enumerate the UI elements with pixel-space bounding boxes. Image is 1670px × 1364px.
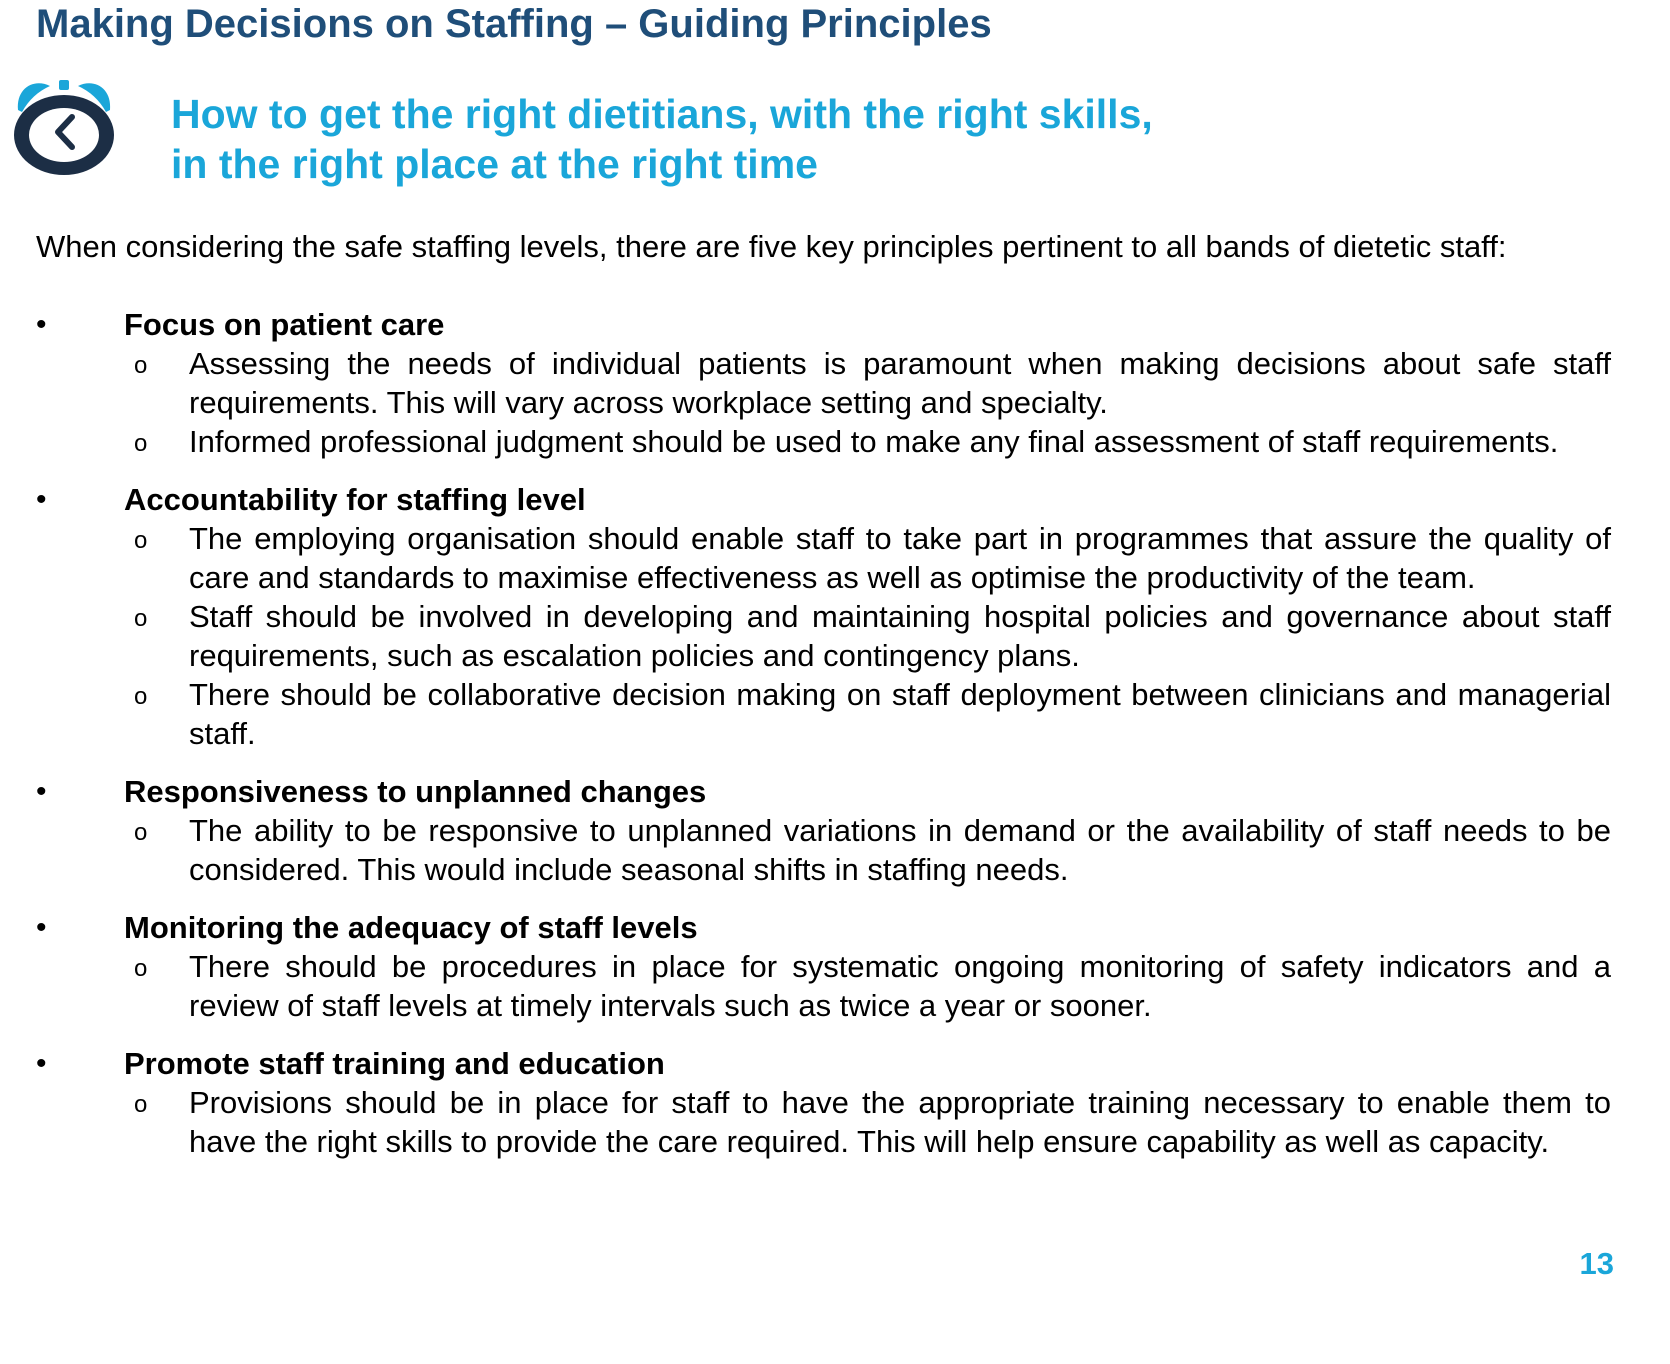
sub-item	[134, 519, 1611, 597]
sub-item	[134, 675, 1611, 753]
sub-item-text: The employing organisation should enable staff to take part in programmes that assure the quality of care and standards to maximise effectiveness as well as optimise the productivity of the team.	[189, 521, 1611, 595]
sub-item-text: Staff should be involved in developing and maintaining hospital policies and governance about staff requirements, such as escalation policies and contingency plans.	[189, 599, 1611, 673]
sub-list	[0, 1083, 1670, 1161]
sub-item	[134, 597, 1611, 675]
sub-item	[134, 811, 1611, 889]
bullet-icon: •	[36, 308, 47, 341]
sub-item	[134, 1083, 1611, 1161]
principle-heading: Focus on patient care	[124, 307, 445, 342]
sub-list	[0, 519, 1670, 753]
circle-bullet-icon: o	[134, 352, 148, 379]
principle-item	[0, 305, 1670, 461]
sub-item	[134, 947, 1611, 1025]
sub-item-text: There should be collaborative decision making on staff deployment between clinicians and managerial staff.	[189, 677, 1611, 751]
principle-item	[0, 772, 1670, 889]
sub-item-text: Informed professional judgment should be used to make any final assessment of staff requirements.	[189, 424, 1559, 459]
principle-heading: Accountability for staffing level	[124, 482, 586, 517]
alarm-clock-icon	[8, 74, 120, 182]
circle-bullet-icon: o	[134, 1091, 148, 1118]
circle-bullet-icon: o	[134, 819, 148, 846]
intro-paragraph: When considering the safe staffing levels, there are five key principles pertinent to all bands of dietetic staff:	[36, 229, 1507, 264]
circle-bullet-icon: o	[134, 683, 148, 710]
principles-list	[0, 305, 1670, 1180]
bullet-icon: •	[36, 911, 47, 944]
bullet-icon: •	[36, 1047, 47, 1080]
principle-heading: Promote staff training and education	[124, 1046, 665, 1081]
sub-list	[0, 811, 1670, 889]
sub-list	[0, 344, 1670, 461]
sub-item-text: Provisions should be in place for staff to have the appropriate training necessary to enable them to have the right skills to provide the care required. This will help ensure capability as well as capacity.	[189, 1085, 1611, 1159]
sub-item-text: There should be procedures in place for systematic ongoing monitoring of safety indicators and a review of staff levels at timely intervals such as twice a year or sooner.	[189, 949, 1611, 1023]
bullet-icon: •	[36, 775, 47, 808]
subtitle-line-2: in the right place at the right time	[171, 141, 818, 187]
principle-item	[0, 480, 1670, 753]
sub-item-text: Assessing the needs of individual patients is paramount when making decisions about safe staff requirements. This will vary across workplace setting and specialty.	[189, 346, 1611, 420]
sub-item	[134, 344, 1611, 422]
page-title: Making Decisions on Staffing – Guiding Principles	[36, 2, 992, 46]
subtitle-line-1: How to get the right dietitians, with the right skills,	[171, 91, 1153, 137]
principle-heading: Responsiveness to unplanned changes	[124, 774, 707, 809]
bullet-icon: •	[36, 483, 47, 516]
sub-item-text: The ability to be responsive to unplanned variations in demand or the availability of staff needs to be considered. This would include seasonal shifts in staffing needs.	[189, 813, 1611, 887]
sub-item	[134, 422, 1611, 461]
principle-heading: Monitoring the adequacy of staff levels	[124, 910, 698, 945]
circle-bullet-icon: o	[134, 955, 148, 982]
page-number: 13	[1579, 1246, 1614, 1281]
principle-item	[0, 1044, 1670, 1161]
circle-bullet-icon: o	[134, 527, 148, 554]
subtitle	[171, 89, 1153, 189]
principle-item	[0, 908, 1670, 1025]
sub-list	[0, 947, 1670, 1025]
circle-bullet-icon: o	[134, 605, 148, 632]
circle-bullet-icon: o	[134, 430, 148, 457]
